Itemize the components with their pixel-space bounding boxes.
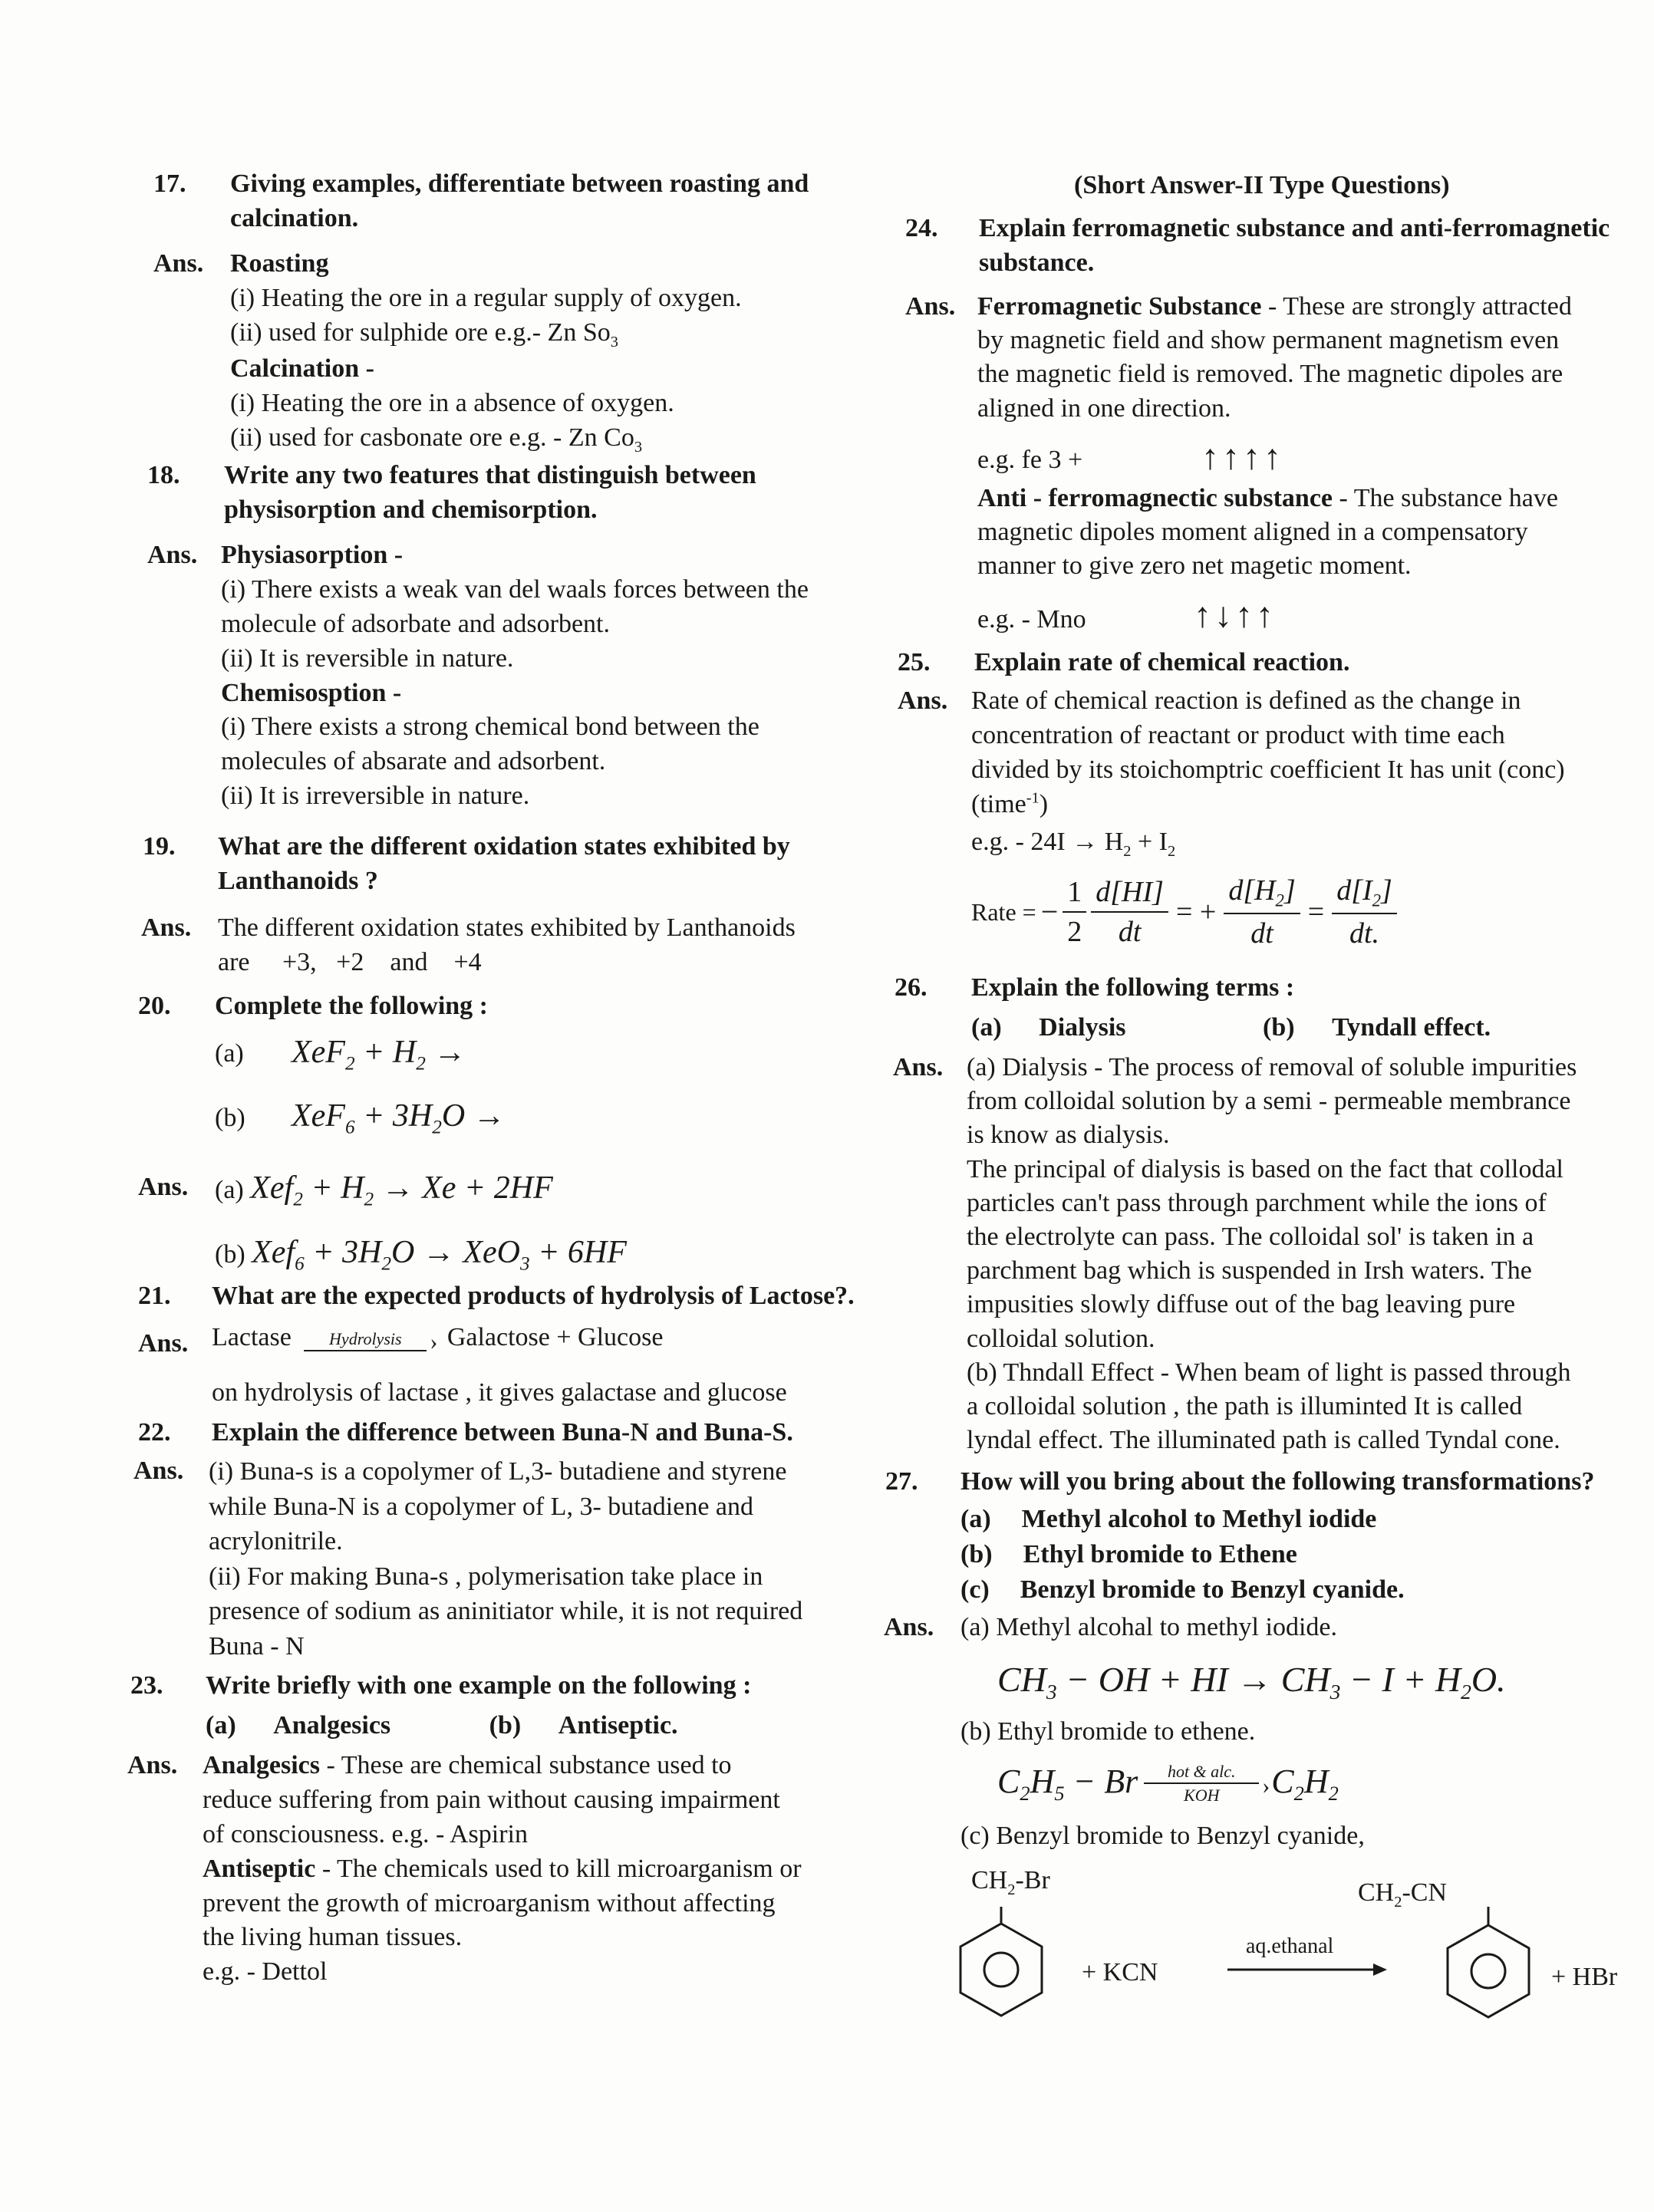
answer-line: (ii) used for sulphide ore e.g.- Zn So [230,318,611,347]
answer-line: the electrolyte can pass. The colloidal sol' is taken in a [967,1222,1534,1251]
answer-label: Ans. [893,1053,944,1081]
answer-heading: Analgesics [203,1751,320,1779]
answer-line: is know as dialysis. [967,1121,1170,1150]
answer-26 [967,1051,1577,1457]
substituent-text: CH [1358,1878,1395,1907]
answer-line: (i) Heating the ore in a absence of oxygen. [230,389,674,418]
reaction-arrow: Hydrolysis › [304,1328,427,1351]
option-label: (b) [215,1104,245,1132]
answer-line: (ii) It is irreversible in nature. [221,782,530,811]
reagent-kcn: + KCN [1082,1958,1158,1987]
arrow-label: Hydrolysis [329,1328,402,1348]
question-line: physisorption and chemisorption. [224,495,598,524]
question-25-text: Explain rate of chemical reaction. [974,648,1350,676]
answer-line: the living human tissues. [203,1923,463,1952]
option-text: Ethyl bromide to Ethene [1023,1540,1297,1569]
question-21-text: What are the expected products of hydrolysis of Lactose?. [212,1282,855,1310]
answer-label: Ans. [905,292,956,321]
question-line: Write any two features that distinguish between [224,461,756,489]
answer-22 [209,1454,802,1664]
dipole-arrows-aligned: ↑↑↑↑ [1201,437,1284,476]
answer-line: concentration of reactant or product with time each [971,720,1505,749]
answer-heading: Antiseptic [203,1854,316,1883]
answer-line: The different oxidation states exhibited by Lanthanoids [218,913,796,942]
options-27 [960,1502,1405,1608]
answer-27c-label: (c) Benzyl bromide to Benzyl cyanide, [960,1822,1365,1850]
answer-24-anti [977,482,1558,584]
benzene-ring-icon [1448,1925,1529,2017]
example-ferromagnetic: e.g. fe 3 + [977,446,1083,474]
answer-line: magnetic dipoles moment aligned in a compensatory [977,518,1528,547]
question-number: 21. [138,1282,171,1310]
reaction-text: e.g. - 24I → H [971,828,1124,856]
answer-heading: Physiasorption - [221,541,404,569]
benzyl-bromide-substituent: $CH_2-Br$ [971,1866,1050,1898]
rate-expression: Rate = − $\frac{1}{2}$ $\frac{d[HI]}{dt}$ = + $\frac{d[H_2]}{dt}$ = $\frac{d[I_2]}{dt.}$ [971,871,1397,953]
answer-line: molecules of absarate and adsorbent. [221,747,606,776]
aromatic-circle-icon [984,1953,1018,1987]
option-text: Benzyl bromide to Benzyl cyanide. [1020,1575,1405,1605]
answer-label: Ans. [127,1751,178,1779]
answer-heading: Chemisosption - [221,678,402,707]
option-label: (a) [971,1013,1002,1042]
arrow-label: hot & alc. [1167,1761,1236,1781]
question-17-text [230,167,809,236]
answer-20a: (a) $Xef_2 + H_2 \to Xe + 2HF$ [215,1170,553,1210]
option-text: Methyl alcohol to Methyl iodide [1021,1505,1377,1533]
answer-line: impusities slowly diffuse out of the bag leaving pure [967,1290,1516,1319]
answer-24 [977,290,1572,426]
answer-line: reduce suffering from pain without causing impairment [203,1785,780,1814]
answer-line: acrylonitrile. [209,1527,343,1556]
answer-line: (time [971,789,1026,818]
answer-heading: Roasting [230,249,329,278]
answer-line: are +3, +2 and +4 [218,947,482,976]
answer-line: (i) Buna-s is a copolymer of L,3- butadiene and styrene [209,1457,787,1486]
option-label: (b) [1263,1013,1295,1042]
answer-line: - The substance have [1333,484,1558,512]
answer-line: (ii) For making Buna-s , polymerisation take place in [209,1562,763,1591]
question-line: What are the different oxidation states exhibited by [218,832,790,861]
answer-21-reaction [212,1321,663,1355]
answer-heading: Ferromagnetic Substance [977,292,1262,321]
answer-line: of consciousness. e.g. - Aspirin [203,1819,529,1848]
answer-line: the magnetic field is removed. The magnetic dipoles are [977,360,1563,389]
question-19-text [218,830,790,899]
equation-20b: $XeF_6 + 3H_2O$ → [292,1098,506,1138]
answer-line: ) [1039,789,1049,818]
question-number: 23. [130,1671,163,1700]
answer-25 [971,684,1565,822]
answer-line: divided by its stoichomptric coefficient It has unit (conc) [971,755,1565,784]
answer-line: (i) Heating the ore in a regular supply of oxygen. [230,283,742,312]
question-number: 17. [153,170,186,198]
question-22-text: Explain the difference between Buna-N and Buna-S. [212,1418,793,1447]
products: Galactose + Glucose [446,1323,664,1351]
answer-line: (ii) used for casbonate ore e.g. - Zn Co [230,423,634,453]
answer-23 [203,1749,802,1990]
section-title: (Short Answer-II Type Questions) [1074,171,1450,199]
answer-label: Ans. [153,249,204,278]
equation-27b: $C_2H_5 - Br$ hot & alc. › KOH $C_2H_2$ [997,1759,1339,1807]
answer-27b-label: (b) Ethyl bromide to ethene. [960,1717,1256,1746]
answer-19 [218,911,796,980]
question-number: 24. [905,214,938,242]
answer-line: presence of sodium as aninitiator while, it is not required [209,1597,803,1626]
question-number: 27. [885,1467,918,1496]
answer-line: (i) There exists a strong chemical bond between the [221,713,759,742]
benzyl-cyanide-substituent: $CH_2-CN$ [1358,1878,1447,1911]
byproduct-hbr: + HBr [1551,1963,1618,1991]
equation-20a: $XeF_2 + H_2$ → [292,1035,466,1075]
answer-27a-label: (a) Methyl alcohal to methyl iodide. [960,1613,1337,1641]
answer-label: Ans. [138,1329,189,1358]
question-24-text [979,212,1610,281]
question-number: 26. [895,973,927,1002]
equation-answer-20b: $Xef_6 + 3H_2O \to XeO_3 + 6HF$ [252,1235,627,1275]
question-line: calcination. [230,203,359,232]
question-number: 18. [147,461,180,489]
question-line: Explain ferromagnetic substance and anti-ferromagnetic [979,214,1610,242]
answer-label: Ans. [884,1613,934,1641]
answer-17 [230,247,742,458]
fraction: $\frac{d[H_2]}{dt}$ [1224,871,1300,953]
answer-line: prevent the growth of microarganism without affecting [203,1888,776,1917]
answer-line: - These are strongly attracted [1261,292,1572,321]
answer-line: aligned in one direction. [977,393,1231,423]
answer-line: molecule of adsorbate and adsorbent. [221,609,610,638]
answer-heading: Anti - ferromagnectic substance [977,484,1333,512]
answer-line: lyndal effect. The illuminated path is called Tyndal cone. [967,1426,1560,1455]
question-20-text: Complete the following : [215,992,489,1020]
answer-label: Ans. [138,1173,189,1201]
equation-answer-20a: $Xef_2 + H_2 \to Xe + 2HF$ [250,1170,553,1210]
question-27-text: How will you bring about the following transformations? [960,1467,1595,1496]
answer-line: - The chemicals used to kill microarganism or [315,1854,802,1883]
dipole-arrows-compensated: ↑↓↑↑ [1194,595,1277,634]
option-text: Tyndall effect. [1332,1013,1491,1042]
answer-line: Rate of chemical reaction is defined as the change in [971,686,1521,715]
question-23-text: Write briefly with one example on the following : [206,1671,752,1700]
answer-line: colloidal solution. [967,1324,1155,1353]
answer-21-text: on hydrolysis of lactase , it gives galactase and glucose [212,1378,787,1407]
substituent-text: -CN [1402,1878,1447,1907]
answer-line: manner to give zero net magetic moment. [977,551,1412,581]
aromatic-circle-icon [1471,1954,1505,1988]
question-26-text: Explain the following terms : [971,973,1295,1002]
question-line: Giving examples, differentiate between roasting and [230,170,809,198]
reactant: Lactase [212,1323,292,1351]
solvent-label: aq.ethanal [1246,1934,1334,1958]
fraction: $\frac{d[HI]}{dt}$ [1091,873,1168,951]
answer-label: Ans. [147,541,198,569]
option-text: Dialysis [1039,1013,1126,1042]
arrow-head-icon [1373,1963,1387,1976]
option-text: Antiseptic. [558,1711,678,1740]
example-antiferromagnetic: e.g. - Mno [977,605,1086,634]
answer-line: e.g. - Dettol [203,1957,328,1987]
question-17 [153,167,186,202]
answer-label: Ans. [133,1457,184,1485]
answer-line: particles can't pass through parchment while the ions of [967,1188,1547,1217]
benzene-ring-icon [960,1924,1042,2016]
answer-20b: (b) $Xef_6 + 3H_2O \to XeO_3 + 6HF$ [215,1235,627,1275]
fraction: $\frac{1}{2}$ [1063,873,1086,951]
answer-label: Ans. [141,913,192,942]
option-label: (a) [206,1711,236,1740]
option-label: (b) [960,1540,993,1569]
option-label: (b) [489,1711,522,1740]
answer-line: (ii) It is reversible in nature. [221,644,514,673]
superscript: -1 [1026,789,1040,807]
rate-label: Rate = [971,897,1036,926]
answer-line: - These are chemical substance used to [320,1751,732,1779]
subscript: 3 [610,333,618,351]
question-line: Lanthanoids ? [218,866,378,895]
subscript: 3 [634,439,643,456]
option-label: (a) [960,1505,991,1533]
example-reaction-25: e.g. - $24I \to H_2 + I_2$ [971,828,1176,860]
question-number: 20. [138,992,171,1020]
equation-27a: $CH_3$ − OH + HI → $CH_3 - I + H_2O$. [997,1660,1506,1704]
reaction-arrow: hot & alc. › KOH [1144,1760,1259,1806]
answer-18 [221,538,809,814]
answer-line: from colloidal solution by a semi - permeable membrance [967,1087,1571,1116]
question-number: 19. [143,832,176,861]
answer-line: a colloidal solution , the path is illuminted It is called [967,1391,1523,1420]
arrow-label: KOH [1184,1785,1220,1805]
answer-label: Ans. [898,686,948,715]
answer-line: The principal of dialysis is based on the fact that collodal [967,1154,1563,1183]
answer-line: (a) Dialysis - The process of removal of soluble impurities [967,1053,1577,1081]
answer-line: (i) There exists a weak van del waals forces between the [221,574,809,604]
question-18-text [224,459,756,528]
option-text: Analgesics [273,1711,391,1740]
answer-heading: Calcination - [230,354,374,383]
question-line: substance. [979,248,1095,277]
option-a [206,1709,678,1743]
question-number: 25. [898,648,931,676]
answer-line: Buna - N [209,1631,305,1661]
fraction: $\frac{d[I_2]}{dt.}$ [1332,871,1397,953]
substituent-text: CH [971,1866,1008,1894]
answer-line: by magnetic field and show permanent magnetism even [977,326,1560,355]
answer-line: (b) Thndall Effect - When beam of light is passed through [967,1358,1571,1387]
question-number: 22. [138,1418,171,1447]
answer-line: parchment bag which is suspended in Irsh waters. The [967,1256,1532,1285]
answer-line: while Buna-N is a copolymer of L, 3- butadiene and [209,1492,754,1521]
option-label: (c) [960,1575,990,1605]
options-26 [971,1011,1491,1045]
substituent-text: -Br [1015,1866,1050,1894]
option-label: (a) [215,1039,244,1068]
benzyl-reaction-diagram [944,1907,1619,2029]
